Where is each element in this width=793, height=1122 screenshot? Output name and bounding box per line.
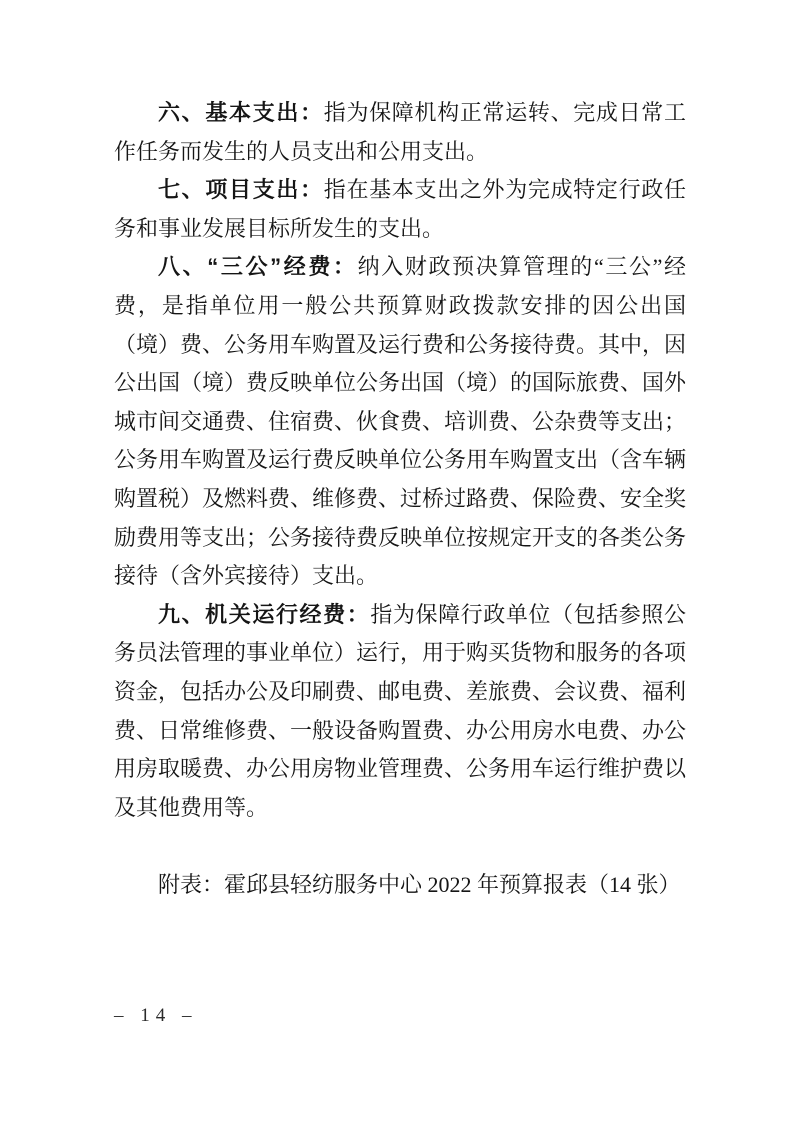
paragraph-project-expenditure-heading: 七、项目支出：	[158, 177, 324, 203]
paragraph-three-public-funds	[114, 248, 686, 595]
paragraph-project-expenditure	[114, 171, 686, 248]
paragraph-agency-operating-funds-heading: 九、机关运行经费：	[158, 601, 371, 627]
paragraph-agency-operating-funds-body: 指为保障行政单位（包括参照公务员法管理的事业单位）运行，用于购买货物和服务的各项资金，包括办公及印刷费、邮电费、差旅费、会议费、福利费、日常维修费、一般设备购置费、办公用房水电费、办公用房取暖费、办公用房物业管理费、公务用车运行维护费以及其他费用等。	[114, 601, 687, 820]
paragraph-basic-expenditure	[114, 94, 686, 171]
paragraph-three-public-funds-heading: 八、“三公”经费：	[158, 254, 358, 280]
page-number: – 14 –	[114, 1005, 198, 1026]
paragraph-basic-expenditure-body: 指为保障机构正常运转、完成日常工作任务而发生的人员支出和公用支出。	[114, 100, 686, 164]
paragraph-basic-expenditure-heading: 六、基本支出：	[158, 100, 324, 125]
attachment-note: 附表：霍邱县轻纺服务中心 2022 年预算报表（14 张）	[158, 871, 681, 897]
paragraph-three-public-funds-body: 纳入财政预决算管理的“三公”经费，是指单位用一般公共预算财政拨款安排的因公出国（境）费、公务用车购置及运行费和公务接待费。其中，因公出国（境）费反映单位公务出国（境）的国际旅费、国外城市间交通费、住宿费、伙食费、培训费、公杂费等支出；公务用车购置及运行费反映单位公务用车购置支出（含车辆购置税）及燃料费、维修费、过桥过路费、保险费、安全奖励费用等支出；公务接待费反映单位按规定开支的各类公务接待（含外宾接待）支出。	[114, 254, 687, 589]
paragraph-agency-operating-funds	[114, 596, 686, 828]
paragraph-project-expenditure-body: 指在基本支出之外为完成特定行政任务和事业发展目标所发生的支出。	[114, 177, 686, 241]
document-body	[114, 94, 686, 904]
